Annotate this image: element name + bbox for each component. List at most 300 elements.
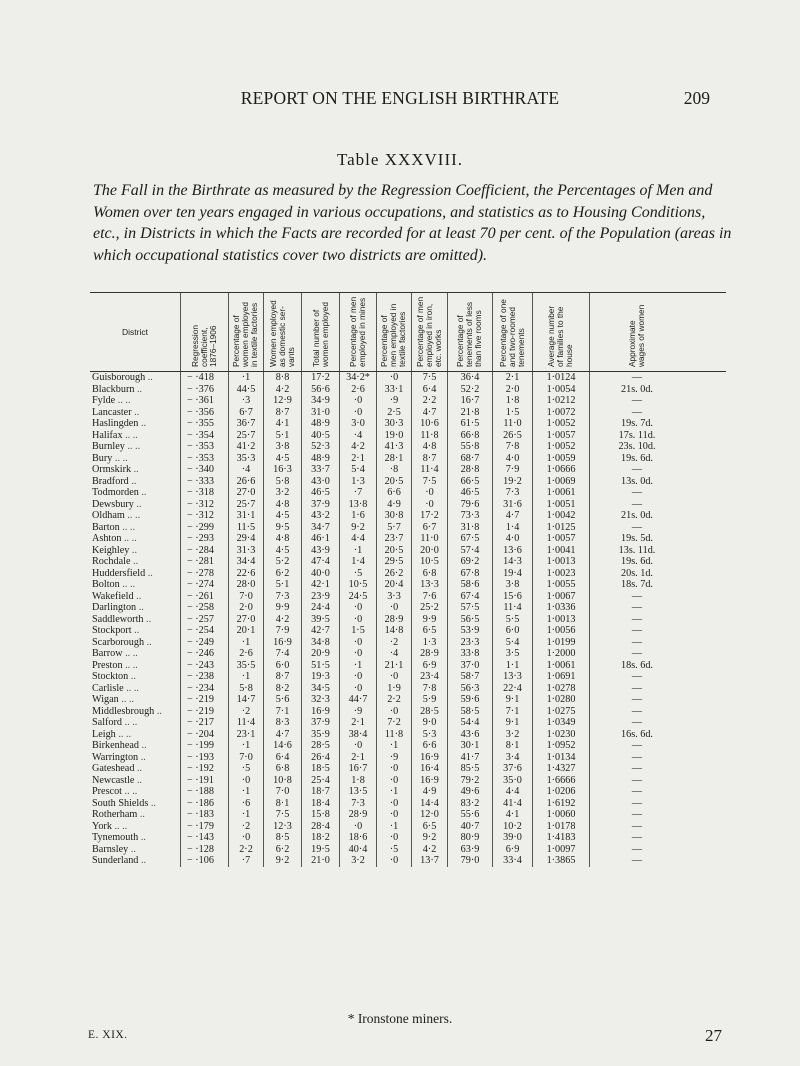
cell-textile-women: 11·4 — [228, 717, 263, 729]
table-row — [90, 522, 726, 534]
header-label-line: and two-roomed — [506, 307, 517, 367]
cell-district — [90, 602, 180, 614]
cell-mines: ·0 — [339, 395, 376, 407]
cell-district — [90, 395, 180, 407]
district-name: Carlisle — [92, 682, 124, 694]
cell-regression: − ·293 — [180, 533, 228, 545]
header-label-line: women employed — [240, 301, 251, 367]
cell-textile-women: 2·2 — [228, 844, 263, 856]
district-name: Wakefield — [92, 590, 134, 602]
cell-regression: − ·299 — [180, 522, 228, 534]
cell-mines: 1·8 — [339, 775, 376, 787]
cell-regression: − ·243 — [180, 660, 228, 672]
cell-tenements-12: 1·8 — [492, 395, 532, 407]
cell-textile-men: ·1 — [376, 740, 411, 752]
leader-dots: .. .. — [122, 579, 136, 590]
cell-regression: − ·333 — [180, 476, 228, 488]
cell-mines: ·0 — [339, 683, 376, 695]
cell-avg-families: 1·0336 — [532, 602, 589, 614]
table-row — [90, 384, 726, 396]
cell-avg-families: 1·0013 — [532, 614, 589, 626]
table-row — [90, 510, 726, 522]
cell-textile-women: 20·1 — [228, 625, 263, 637]
header-label-line: tenements of less — [464, 301, 475, 367]
cell-mines: 5·4 — [339, 464, 376, 476]
cell-iron: 6·5 — [411, 625, 447, 637]
cell-tenements-lt5: 58·5 — [447, 706, 492, 718]
cell-mines: ·0 — [339, 671, 376, 683]
leader-dots: .. — [146, 613, 152, 625]
cell-domestic: 5·6 — [263, 694, 301, 706]
cell-tenements-12: 3·5 — [492, 648, 532, 660]
table-row — [90, 683, 726, 695]
table-row — [90, 395, 726, 407]
cell-wages: — — [589, 648, 684, 660]
cell-avg-families: 1·0124 — [532, 372, 589, 384]
cell-wages: 13s. 11d. — [589, 545, 684, 557]
cell-total-women: 28·5 — [301, 740, 339, 752]
cell-iron: 5·9 — [411, 694, 447, 706]
cell-wages: 17s. 11d. — [589, 430, 684, 442]
cell-tenements-lt5: 37·0 — [447, 660, 492, 672]
cell-textile-women: ·1 — [228, 740, 263, 752]
cell-textile-men: 23·7 — [376, 533, 411, 545]
cell-wages: — — [589, 464, 684, 476]
cell-avg-families: 1·3865 — [532, 855, 589, 867]
cell-avg-families: 1·0097 — [532, 844, 589, 856]
table-description: The Fall in the Birthrate as measured by the Regression Coefficient, the Percentages of Men and Women over ten years engaged in various occupations, and statistics as to Housing Conditions, etc., in Districts in which the Facts are recorded for at least 70 per cent. of the Population (areas in which occupational statistics cover two districts are omitted). — [93, 182, 732, 264]
cell-wages: 20s. 1d. — [589, 568, 684, 580]
cell-avg-families: 1·0072 — [532, 407, 589, 419]
cell-regression: − ·186 — [180, 798, 228, 810]
cell-tenements-lt5: 31·8 — [447, 522, 492, 534]
cell-regression: − ·143 — [180, 832, 228, 844]
cell-domestic: 4·8 — [263, 499, 301, 511]
district-name: Saddleworth — [92, 613, 144, 625]
cell-iron: 14·4 — [411, 798, 447, 810]
leader-dots: .. — [147, 567, 153, 579]
table-row — [90, 832, 726, 844]
cell-avg-families: 1·0056 — [532, 625, 589, 637]
cell-iron: 2·2 — [411, 395, 447, 407]
cell-tenements-12: 5·4 — [492, 637, 532, 649]
cell-regression: − ·261 — [180, 591, 228, 603]
header-label-line: vants — [285, 347, 296, 367]
cell-avg-families: 1·0069 — [532, 476, 589, 488]
cell-avg-families: 1·0054 — [532, 384, 589, 396]
cell-textile-women: 44·5 — [228, 384, 263, 396]
cell-textile-women: ·1 — [228, 786, 263, 798]
cell-district — [90, 855, 180, 867]
cell-domestic: 5·2 — [263, 556, 301, 568]
cell-textile-women: ·1 — [228, 637, 263, 649]
cell-total-women: 37·9 — [301, 717, 339, 729]
table-row — [90, 418, 726, 430]
table-row — [90, 775, 726, 787]
cell-domestic: 9·9 — [263, 602, 301, 614]
district-name: South Shields — [92, 797, 149, 809]
header-label — [547, 306, 575, 367]
cell-mines: 1·3 — [339, 476, 376, 488]
cell-tenements-12: 35·0 — [492, 775, 532, 787]
cell-district — [90, 487, 180, 499]
district-name: Barnsley — [92, 843, 129, 855]
cell-wages: 23s. 10d. — [589, 441, 684, 453]
cell-tenements-12: 37·6 — [492, 763, 532, 775]
cell-domestic: 6·4 — [263, 752, 301, 764]
cell-domestic: 8·3 — [263, 717, 301, 729]
cell-district — [90, 625, 180, 637]
leader-dots: .. .. — [125, 429, 138, 441]
header-avg-families — [532, 293, 589, 371]
cell-regression: − ·281 — [180, 556, 228, 568]
cell-textile-men: 19·0 — [376, 430, 411, 442]
cell-domestic: 8·1 — [263, 798, 301, 810]
cell-textile-women: ·2 — [228, 706, 263, 718]
cell-total-women: 17·2 — [301, 372, 339, 384]
cell-tenements-lt5: 57·4 — [447, 545, 492, 557]
cell-total-women: 43·2 — [301, 510, 339, 522]
leader-dots: .. — [138, 602, 144, 613]
cell-district — [90, 407, 180, 419]
header-domestic — [263, 293, 301, 371]
cell-total-women: 20·9 — [301, 648, 339, 660]
table-row — [90, 602, 726, 614]
table-row — [90, 579, 726, 591]
leader-dots: .. .. — [127, 510, 141, 521]
leader-dots: .. — [150, 797, 156, 809]
cell-tenements-lt5: 55·6 — [447, 809, 492, 821]
cell-tenements-lt5: 16·7 — [447, 395, 492, 407]
cell-district — [90, 384, 180, 396]
district-name: Huddersfield — [92, 567, 146, 579]
cell-tenements-12: 3·2 — [492, 729, 532, 741]
leader-dots: .. — [156, 705, 162, 717]
cell-textile-women: 11·5 — [228, 522, 263, 534]
leader-dots: .. — [136, 498, 142, 510]
cell-district — [90, 648, 180, 660]
cell-tenements-12: 1·1 — [492, 660, 532, 672]
cell-textile-men: 28·9 — [376, 614, 411, 626]
leader-dots: .. .. — [124, 717, 138, 728]
header-district: District — [122, 327, 148, 337]
cell-avg-families: 1·0206 — [532, 786, 589, 798]
cell-tenements-lt5: 85·5 — [447, 763, 492, 775]
cell-district — [90, 694, 180, 706]
table-row — [90, 660, 726, 672]
leader-dots: .. — [134, 406, 140, 418]
cell-wages: — — [589, 614, 684, 626]
cell-wages: — — [589, 487, 684, 499]
header-label — [416, 297, 444, 367]
cell-tenements-lt5: 79·6 — [447, 499, 492, 511]
table-header — [90, 293, 726, 372]
cell-tenements-lt5: 56·5 — [447, 614, 492, 626]
cell-avg-families: 1·6192 — [532, 798, 589, 810]
cell-tenements-lt5: 67·5 — [447, 533, 492, 545]
cell-mines: 1·6 — [339, 510, 376, 522]
cell-avg-families: 1·0057 — [532, 533, 589, 545]
header-label — [349, 297, 367, 367]
cell-wages: — — [589, 591, 684, 603]
cell-district — [90, 556, 180, 568]
cell-wages: 19s. 7d. — [589, 418, 684, 430]
cell-wages: — — [589, 832, 684, 844]
cell-total-women: 43·9 — [301, 545, 339, 557]
leader-dots: .. — [131, 544, 137, 556]
cell-tenements-lt5: 54·4 — [447, 717, 492, 729]
cell-wages: — — [589, 775, 684, 787]
cell-wages: — — [589, 717, 684, 729]
cell-textile-men: ·0 — [376, 832, 411, 844]
cell-tenements-12: 7·8 — [492, 441, 532, 453]
district-name: Burnley — [92, 441, 125, 452]
header-label — [269, 300, 297, 367]
header-label-line: house — [564, 344, 575, 367]
cell-district — [90, 763, 180, 775]
cell-iron: 1·3 — [411, 637, 447, 649]
cell-iron: 7·8 — [411, 683, 447, 695]
cell-regression: − ·188 — [180, 786, 228, 798]
leader-dots: .. .. — [127, 441, 141, 452]
cell-district — [90, 809, 180, 821]
cell-regression: − ·234 — [180, 683, 228, 695]
cell-textile-men: ·8 — [376, 464, 411, 476]
district-name: Birkenhead — [92, 740, 139, 751]
leader-dots: .. .. — [125, 648, 138, 659]
cell-textile-women: ·1 — [228, 671, 263, 683]
district-name: Fylde — [92, 395, 116, 406]
leader-dots: .. .. — [123, 533, 137, 544]
cell-mines: 7·3 — [339, 798, 376, 810]
cell-wages: — — [589, 844, 684, 856]
cell-avg-families: 1·0067 — [532, 591, 589, 603]
cell-district — [90, 637, 180, 649]
cell-total-women: 40·5 — [301, 430, 339, 442]
cell-avg-families: 1·0057 — [532, 430, 589, 442]
district-name: Warrington — [92, 751, 139, 763]
cell-total-women: 16·9 — [301, 706, 339, 718]
cell-textile-men: 26·2 — [376, 568, 411, 580]
district-name: Ormskirk — [92, 464, 132, 475]
cell-textile-men: 2·2 — [376, 694, 411, 706]
cell-textile-women: 7·0 — [228, 752, 263, 764]
cell-textile-men: 14·8 — [376, 625, 411, 637]
cell-regression: − ·361 — [180, 395, 228, 407]
cell-avg-families: 1·0013 — [532, 556, 589, 568]
cell-tenements-lt5: 53·9 — [447, 625, 492, 637]
cell-iron: 20·0 — [411, 545, 447, 557]
cell-mines: 3·0 — [339, 418, 376, 430]
header-textile-women — [228, 293, 263, 371]
cell-wages: 18s. 6d. — [589, 660, 684, 672]
cell-iron: 5·3 — [411, 729, 447, 741]
cell-textile-men: 7·2 — [376, 717, 411, 729]
cell-iron: 7·5 — [411, 476, 447, 488]
cell-iron: 11·0 — [411, 533, 447, 545]
cell-textile-women: 36·7 — [228, 418, 263, 430]
cell-wages: 19s. 6d. — [589, 556, 684, 568]
header-label-line: Percentage of men — [348, 296, 358, 367]
cell-tenements-12: 31·6 — [492, 499, 532, 511]
cell-wages: — — [589, 855, 684, 867]
cell-regression: − ·219 — [180, 694, 228, 706]
cell-tenements-lt5: 67·4 — [447, 591, 492, 603]
cell-mines: ·0 — [339, 637, 376, 649]
district-name: Preston — [92, 659, 123, 671]
district-name: Ashton — [92, 533, 122, 544]
cell-domestic: 16·9 — [263, 637, 301, 649]
cell-tenements-lt5: 59·6 — [447, 694, 492, 706]
cell-wages: 18s. 7d. — [589, 579, 684, 591]
table-row — [90, 844, 726, 856]
table-row — [90, 706, 726, 718]
cell-textile-women: 22·6 — [228, 568, 263, 580]
leader-dots: .. — [134, 625, 140, 636]
cell-tenements-lt5: 61·5 — [447, 418, 492, 430]
table-row — [90, 671, 726, 683]
header-label-line: than five rooms — [473, 310, 484, 367]
header-label-line: employed in mines — [357, 297, 368, 367]
leader-dots: .. .. — [124, 786, 138, 797]
cell-total-women: 43·0 — [301, 476, 339, 488]
cell-tenements-12: 1·4 — [492, 522, 532, 534]
cell-wages: — — [589, 752, 684, 764]
table-row — [90, 407, 726, 419]
cell-tenements-12: 7·9 — [492, 464, 532, 476]
cell-avg-families: 1·0059 — [532, 453, 589, 465]
header-total-women — [301, 293, 339, 371]
cell-textile-men: ·5 — [376, 844, 411, 856]
cell-domestic: 7·3 — [263, 591, 301, 603]
cell-domestic: 10·8 — [263, 775, 301, 787]
leader-dots: .. — [141, 740, 147, 751]
header-label — [456, 302, 484, 367]
cell-mines: 38·4 — [339, 729, 376, 741]
cell-domestic: 4·7 — [263, 729, 301, 741]
cell-total-women: 23·9 — [301, 591, 339, 603]
cell-avg-families: 1·0052 — [532, 441, 589, 453]
header-regression — [180, 293, 228, 371]
cell-domestic: 4·5 — [263, 545, 301, 557]
cell-textile-men: 1·9 — [376, 683, 411, 695]
cell-iron: 11·4 — [411, 464, 447, 476]
cell-district — [90, 430, 180, 442]
district-name: Bury — [92, 452, 113, 464]
header-label-line: Approximate — [627, 320, 637, 367]
cell-iron: ·0 — [411, 499, 447, 511]
cell-regression: − ·257 — [180, 614, 228, 626]
table-row — [90, 487, 726, 499]
cell-regression: − ·353 — [180, 453, 228, 465]
district-name: Barrow — [92, 648, 123, 659]
cell-district — [90, 775, 180, 787]
cell-domestic: 6·0 — [263, 660, 301, 672]
district-name: Rochdale — [92, 556, 131, 567]
cell-iron: 7·5 — [411, 372, 447, 384]
cell-mines: ·4 — [339, 430, 376, 442]
cell-textile-women: ·5 — [228, 763, 263, 775]
cell-tenements-lt5: 69·2 — [447, 556, 492, 568]
cell-regression: − ·199 — [180, 740, 228, 752]
cell-total-women: 18·5 — [301, 763, 339, 775]
cell-domestic: 7·1 — [263, 706, 301, 718]
cell-textile-men: 20·5 — [376, 545, 411, 557]
cell-regression: − ·318 — [180, 487, 228, 499]
cell-textile-women: 7·0 — [228, 591, 263, 603]
cell-district — [90, 418, 180, 430]
cell-mines: ·0 — [339, 648, 376, 660]
cell-mines: 3·2 — [339, 855, 376, 867]
cell-regression: − ·249 — [180, 637, 228, 649]
district-name: Darlington — [92, 602, 137, 613]
cell-district — [90, 706, 180, 718]
cell-district — [90, 821, 180, 833]
cell-wages: — — [589, 637, 684, 649]
cell-tenements-lt5: 36·4 — [447, 372, 492, 384]
leader-dots: .. — [140, 418, 147, 429]
header-wages — [589, 293, 684, 371]
cell-total-women: 56·6 — [301, 384, 339, 396]
cell-total-women: 19·5 — [301, 844, 339, 856]
cell-wages: — — [589, 395, 684, 407]
cell-textile-women: 27·0 — [228, 487, 263, 499]
signature-mark: E. XIX. — [88, 1029, 128, 1041]
table-row — [90, 464, 726, 476]
cell-iron: 6·8 — [411, 568, 447, 580]
cell-district — [90, 591, 180, 603]
cell-mines: 44·7 — [339, 694, 376, 706]
cell-wages: — — [589, 763, 684, 775]
cell-regression: − ·340 — [180, 464, 228, 476]
cell-domestic: 5·1 — [263, 579, 301, 591]
cell-textile-women: ·0 — [228, 832, 263, 844]
cell-domestic: 8·5 — [263, 832, 301, 844]
cell-mines: ·1 — [339, 545, 376, 557]
cell-tenements-lt5: 49·6 — [447, 786, 492, 798]
cell-wages: 13s. 0d. — [589, 476, 684, 488]
cell-textile-men: ·0 — [376, 602, 411, 614]
cell-total-women: 18·2 — [301, 832, 339, 844]
cell-total-women: 47·4 — [301, 556, 339, 568]
cell-textile-women: 14·7 — [228, 694, 263, 706]
cell-avg-families: 1·0061 — [532, 487, 589, 499]
cell-iron: 13·3 — [411, 579, 447, 591]
cell-textile-men: ·0 — [376, 763, 411, 775]
cell-mines: ·1 — [339, 660, 376, 672]
table-row — [90, 694, 726, 706]
cell-textile-men: 41·3 — [376, 441, 411, 453]
cell-iron: 4·8 — [411, 441, 447, 453]
cell-textile-men: 30·8 — [376, 510, 411, 522]
cell-total-women: 24·4 — [301, 602, 339, 614]
cell-tenements-lt5: 68·7 — [447, 453, 492, 465]
leader-dots: .. — [147, 372, 153, 383]
district-name: Blackburn — [92, 383, 135, 395]
header-label-line: wages of women — [636, 304, 647, 367]
cell-avg-families: 1·2000 — [532, 648, 589, 660]
header-label-line: Percentage of — [231, 315, 241, 367]
header-label-line: 1876–1906 — [207, 325, 218, 367]
header-mines — [339, 293, 376, 371]
leader-dots: .. — [141, 487, 147, 498]
cell-tenements-lt5: 56·3 — [447, 683, 492, 695]
cell-district — [90, 476, 180, 488]
running-head-title: REPORT ON THE ENGLISH BIRTHRATE — [240, 88, 560, 108]
cell-avg-families: 1·0041 — [532, 545, 589, 557]
cell-tenements-lt5: 52·2 — [447, 384, 492, 396]
cell-tenements-12: 33·4 — [492, 855, 532, 867]
